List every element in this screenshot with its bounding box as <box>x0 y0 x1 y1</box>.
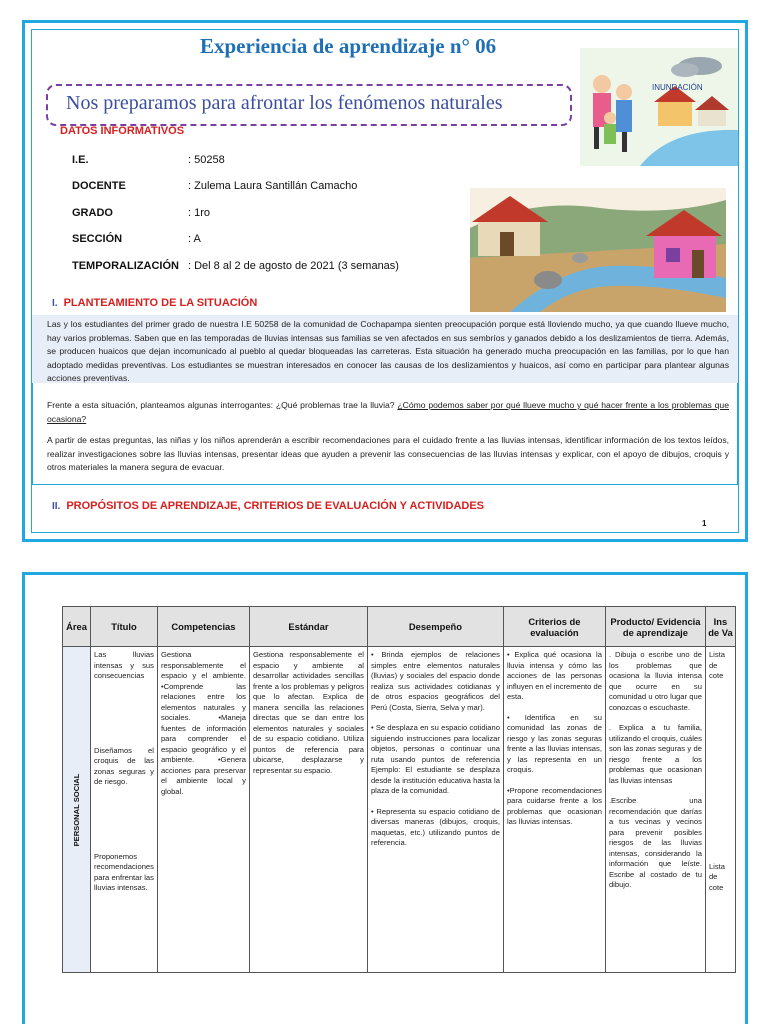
producto-item: .Escribe una recomendación que darías a tus vecinas y vecinos para prevenir posibles riesgos de las lluvias intensas, considerando la información que leíste. Escribe al costado de tu dibujo. <box>608 796 702 889</box>
titulo-item: Diseñamos el croquis de las zonas seguras y de riesgo. <box>94 745 154 786</box>
info-row-seccion <box>72 233 201 245</box>
table-header: Criterios de evaluación <box>503 607 605 647</box>
section-2-title: PROPÓSITOS DE APRENDIZAJE, CRITERIOS DE EVALUACIÓN Y ACTIVIDADES <box>66 500 484 512</box>
criterios-cell <box>503 647 605 973</box>
info-label: GRADO <box>72 207 113 219</box>
desempeno-item: • Representa su espacio cotidiano de diversas maneras (dibujos, croquis, maquetas, etc.) utilizando puntos de referencia. <box>370 806 500 847</box>
producto-cell <box>605 647 705 973</box>
section-2-heading <box>52 500 484 512</box>
table-header: Estándar <box>249 607 367 647</box>
info-row-grado <box>72 207 210 219</box>
producto-item: . Explica a tu familia, utilizando el croquis, cuáles son las zonas seguras y de riesgo frente a los problemas que ocasionan las lluvias intensas <box>608 723 702 785</box>
area-label: PERSONAL SOCIAL <box>71 773 81 846</box>
info-value: : 50258 <box>188 154 225 166</box>
criterio-item: • Explica qué ocasiona la lluvia intensa y cómo las acciones de las personas influyen en el incremento de esta. <box>506 650 602 701</box>
table-header: Área <box>63 607 91 647</box>
situation-paragraph-1: Las y los estudiantes del primer grado de nuestra I.E 50258 de la comunidad de Cochapampa sienten preocupación porque está lloviendo mucho, ya que cuando llueve mucho, hay varios problemas. Saben que en las temporadas de lluvias intensas sus familias se ven afectados en sus sembríos y ganados debido a los deslizamientos de tierra. Además, se producen huaicos que dejan incomunicado al pueblo al quedar bloqueadas las carreteras. Esta situación ha generado mucha preocupación en las familias, por lo que han adoptado medidas preventivas. Los estudiantes se muestran interesados en conocer las causas de los deslizamientos y huaicos, así como en participar para plantear algunas acciones preventivas. <box>47 319 729 383</box>
info-value: : Del 8 al 2 de agosto de 2021 (3 semanas) <box>188 260 399 272</box>
estandar-cell: Gestiona responsablemente el espacio y ambiente al desarrollar actividades sencillas frente a los problemas y peligros que lo afectan. Explica de manera sencilla las relaciones directas que se dan entre los elementos naturales y sociales de su espacio cotidiano. Utiliza puntos de referencia para ubicarse, desplazarse y representar su espacio. <box>249 647 367 973</box>
titulo-cell <box>91 647 158 973</box>
datos-informativos-heading: DATOS INFORMATIVOS <box>60 125 185 137</box>
desempeno-item: • Se desplaza en su espacio cotidiano siguiendo instrucciones para localizar objetos, personas o continuar una ruta usando puntos de referencia Ejemplo: El estudiante se desplaza desde la institución educativa hasta la plaza de la comunidad. <box>370 723 500 795</box>
info-row-ie <box>72 154 225 166</box>
competencias-cell: Gestiona responsablemente el espacio y el ambiente. •Comprende las relaciones entre los elementos naturales y sociales. •Maneja fuentes de información para comprender el espacio geográfico y el ambiente. •Genera acciones para preservar el ambiente local y global. <box>157 647 249 973</box>
info-value: : A <box>188 233 201 245</box>
section-1-title: PLANTEAMIENTO DE LA SITUACIÓN <box>63 297 258 309</box>
info-label: I.E. <box>72 154 89 166</box>
instrumento-item: Lista de cote <box>708 861 725 892</box>
info-row-docente <box>72 180 357 192</box>
desempeno-item: • Brinda ejemplos de relaciones simples entre elementos naturales (lluvias) y sociales del espacio donde realiza sus actividades cotidianas y de otros espacios geográficos del Perú (Costa, Sierra, Selva y mar). <box>370 650 500 712</box>
landslide-village-illustration <box>470 188 726 312</box>
info-label: SECCIÓN <box>72 233 123 245</box>
situation-paragraph-3: A partir de estas preguntas, las niñas y los niños aprenderán a escribir recomendaciones para el cuidado frente a las lluvias intensas, identificar información de los textos leídos, realizar investigaciones sobre las lluvias intensas, presentar ideas que ayuden a prevenir las consecuencias de las lluvias intensas y explicar, con el apoyo de dibujos, croquis y otros materiales la manera segura de evacuar. <box>47 435 729 472</box>
table-row <box>63 647 736 973</box>
area-cell <box>63 647 91 973</box>
table-header: Ins de Va <box>705 607 735 647</box>
section-1-heading <box>52 297 257 309</box>
planning-table <box>62 606 736 973</box>
criterio-item: •Propone recomendaciones para cuidarse frente a los problemas que ocasionan las lluvias intensas. <box>506 785 602 826</box>
info-label: TEMPORALIZACIÓN <box>72 260 179 272</box>
info-value: : Zulema Laura Santillán Camacho <box>188 180 358 192</box>
titulo-item: Las lluvias intensas y sus consecuencias <box>94 650 154 680</box>
table-header-row <box>63 607 736 647</box>
criterio-item: • Identifica en su comunidad las zonas de riesgo y las zonas seguras frente a las lluvias intensas, y las representa en un croquis. <box>506 712 602 774</box>
producto-item: . Dibuja o escribe uno de los problemas que ocasiona la lluvia intensa que ocurre en su comunidad u otro lugar que conozcas o escuchaste. <box>608 650 702 712</box>
desempeno-cell <box>367 647 503 973</box>
table-header: Producto/ Evidencia de aprendizaje <box>605 607 705 647</box>
situation-paragraph-2 <box>47 399 729 426</box>
page-number: 1 <box>702 519 707 528</box>
info-value: : 1ro <box>188 207 211 219</box>
flood-family-illustration <box>580 48 738 166</box>
table-header: Desempeño <box>367 607 503 647</box>
section-1-number: I. <box>52 298 58 309</box>
question-intro: Frente a esta situación, planteamos algunas interrogantes: ¿Qué problemas trae la lluvia? <box>47 400 398 410</box>
page-title: Experiencia de aprendizaje n° 06 <box>200 34 497 58</box>
question-underlined: ¿Cómo podemos saber por qué llueve mucho y qué hacer frente a los problemas que ocasiona? <box>47 400 729 424</box>
titulo-item: Proponemos recomendaciones para enfrentar las lluvias intensas. <box>94 851 154 892</box>
table-header: Título <box>91 607 158 647</box>
page-subtitle: Nos preparamos para afrontar los fenómenos naturales <box>66 92 503 114</box>
info-row-temporalizacion <box>72 260 399 272</box>
instrumento-item: Lista de cote <box>708 650 725 680</box>
instrumento-cell <box>705 647 735 973</box>
info-label: DOCENTE <box>72 180 126 192</box>
section-2-number: II. <box>52 501 61 512</box>
table-header: Competencias <box>157 607 249 647</box>
inundacion-label: INUNDACIÓN <box>652 83 703 92</box>
